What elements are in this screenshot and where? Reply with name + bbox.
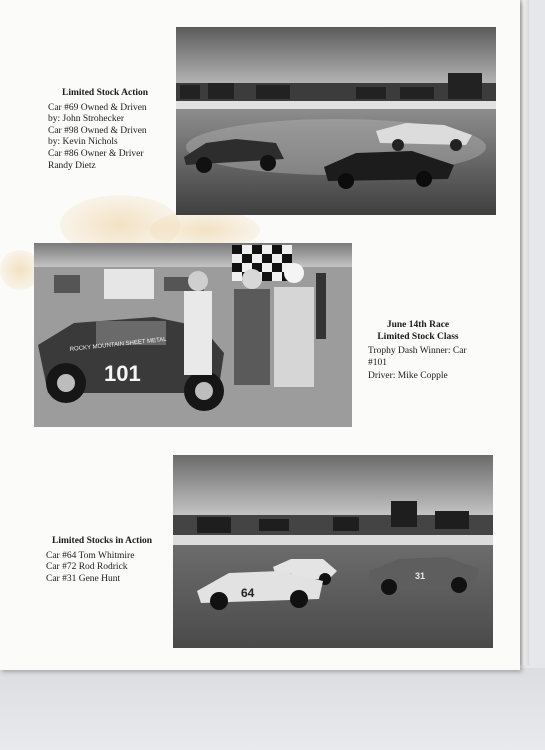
car-number-lead: 64	[241, 586, 255, 600]
caption-line: Car #86 Owner & Driver	[48, 148, 144, 159]
caption-line: Driver: Mike Copple	[368, 371, 448, 382]
caption-line: Car #31 Gene Hunt	[46, 573, 121, 584]
caption-limited-stock-action	[48, 88, 168, 172]
photo-limited-stocks-in-action	[173, 455, 493, 648]
caption-line: by: Kevin Nichols	[48, 137, 118, 148]
caption-heading-line: Limited Stock Class	[377, 331, 459, 342]
car-number-right: 31	[415, 571, 426, 581]
car-number: 101	[104, 361, 141, 386]
photo-trophy-dash-winner	[34, 243, 352, 427]
caption-line: Car #98 Owned & Driven	[48, 125, 147, 136]
caption-heading-line: June 14th Race	[386, 320, 450, 330]
caption-line: Car #72 Rod Rodrick	[46, 562, 128, 573]
caption-line: Randy Dietz	[48, 160, 96, 171]
car-sign-text: ROCKY MOUNTAIN SHEET METAL	[69, 336, 167, 353]
caption-trophy-dash	[368, 320, 468, 383]
caption-line: Car #64 Tom Whitmire	[46, 550, 135, 561]
caption-line: Car #69 Owned & Driven	[48, 102, 147, 113]
caption-limited-stocks-in-action	[46, 536, 174, 585]
caption-line: by: John Strohecker	[48, 114, 124, 125]
caption-line: #101	[368, 357, 387, 368]
photo-limited-stock-action	[176, 27, 496, 215]
caption-heading: Limited Stock Action	[62, 88, 149, 98]
caption-heading	[368, 320, 468, 343]
caption-line: Trophy Dash Winner: Car	[368, 346, 467, 357]
caption-heading: Limited Stocks in Action	[52, 536, 153, 546]
page-edge	[520, 0, 529, 665]
scanner-background	[0, 668, 545, 750]
